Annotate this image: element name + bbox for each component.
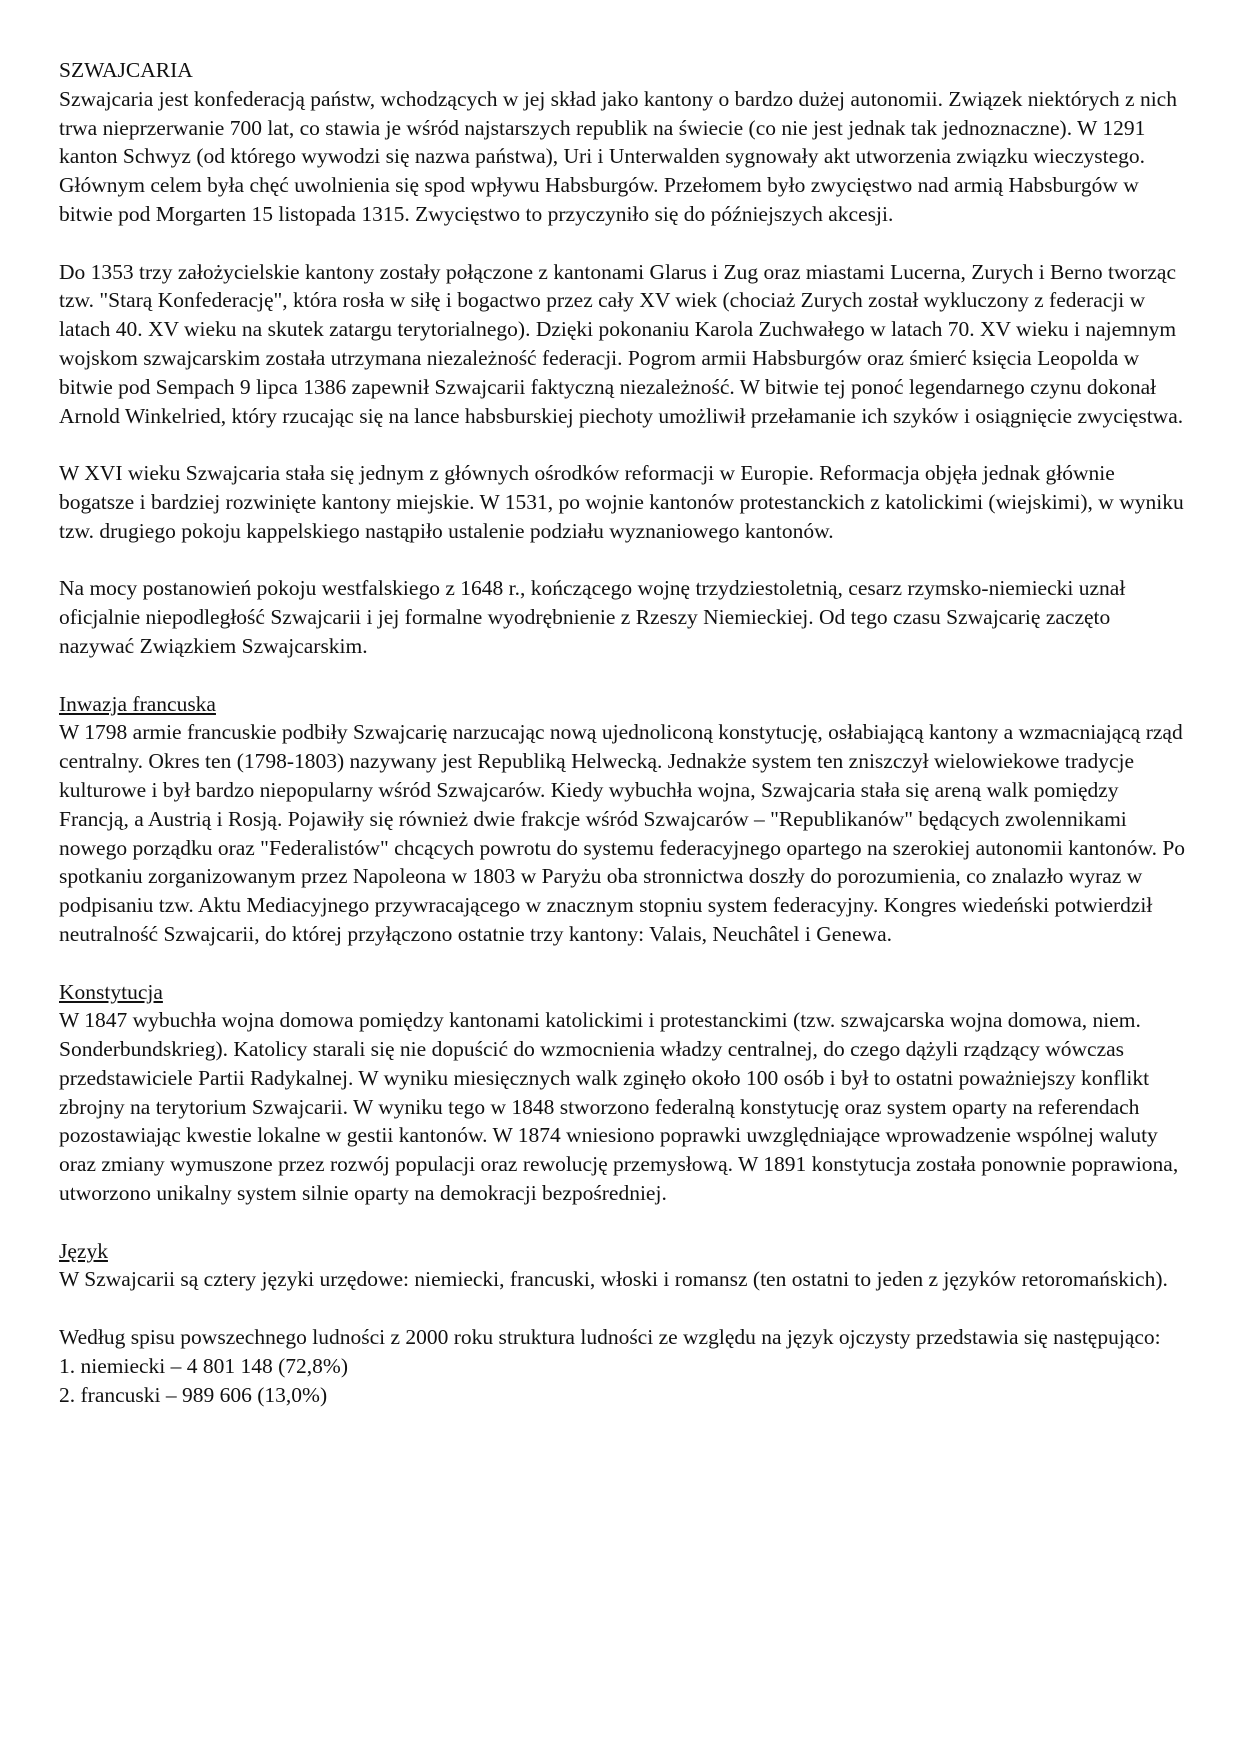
section-french-invasion	[59, 690, 1189, 949]
census-list-item: 2. francuski – 989 606 (13,0%)	[59, 1382, 328, 1407]
paragraph-old-confederation: Do 1353 trzy założycielskie kantony zostały połączone z kantonami Glarus i Zug oraz miastami Lucerna, Zurych i Berno tworząc tzw. "Starą Konfederację", która rosła w siłę i bogactwo przez cały XV wiek (chociaż Zurych został wykluczony z federacji w latach 40. XV wieku na skutek zatargu terytorialnego). Dzięki pokonaniu Karola Zuchwałego w latach 70. XV wieku i najemnym wojskom szwajcarskim została utrzymana niezależność federacji. Pogrom armii Habsburgów oraz śmierć księcia Leopolda w bitwie pod Sempach 9 lipca 1386 zapewnił Szwajcarii faktyczną niezależność. W bitwie tej ponoć legendarnego czynu dokonał Arnold Winkelried, który rzucając się na lance habsburskiej piechoty umożliwił przełamanie ich szyków i osiągnięcie zwycięstwa.	[59, 259, 1184, 428]
section-language	[59, 1237, 1189, 1295]
section-heading: Język	[59, 1238, 108, 1263]
paragraph-westphalia: Na mocy postanowień pokoju westfalskiego z 1648 r., kończącego wojnę trzydziestoletnią, cesarz rzymsko-niemiecki uznał oficjalnie niepodległość Szwajcarii i jej formalne wyodrębnienie z Rzeszy Niemieckiej. Od tego czasu Szwajcarię zaczęto nazywać Związkiem Szwajcarskim.	[59, 576, 1126, 658]
paragraph-intro: Szwajcaria jest konfederacją państw, wchodzących w jej skład jako kantony o bardzo dużej autonomii. Związek niektórych z nich trwa nieprzerwanie 700 lat, co stawia je wśród najstarszych republik na świecie (co nie jest jednak tak jednoznaczne). W 1291 kanton Schwyz (od którego wywodzi się nazwa państwa), Uri i Unterwalden sygnowały akt utworzenia związku wieczystego. Głównym celem była chęć uwolnienia się spod wpływu Habsburgów. Przełomem było zwycięstwo nad armią Habsburgów w bitwie pod Morgarten 15 listopada 1315. Zwycięstwo to przyczyniło się do późniejszych akcesji.	[59, 86, 1177, 226]
section-text: W Szwajcarii są cztery języki urzędowe: niemiecki, francuski, włoski i romansz (ten ostatni to jeden z języków retoromańskich).	[59, 1267, 1168, 1292]
paragraph-reformation: W XVI wieku Szwajcaria stała się jednym z głównych ośrodków reformacji w Europie. Reformacja objęła jednak głównie bogatsze i bardziej rozwinięte kantony miejskie. W 1531, po wojnie kantonów protestanckich z katolickimi (wiejskimi), w wyniku tzw. drugiego pokoju kappelskiego nastąpiło ustalenie podziału wyznaniowego kantonów.	[59, 461, 1184, 543]
document-title: SZWAJCARIA	[59, 58, 193, 82]
section-heading: Inwazja francuska	[59, 691, 216, 716]
document-page	[59, 56, 1189, 1409]
section-text: W 1798 armie francuskie podbiły Szwajcarię narzucając nową ujednoliconą konstytucję, osłabiającą kantony a wzmacniającą rząd centralny. Okres ten (1798-1803) nazywany jest Republiką Helwecką. Jednakże system ten zniszczył wielowiekowe tradycje kulturowe i był bardzo niepopularny wśród Szwajcarów. Kiedy wybuchła wojna, Szwajcaria stała się areną walk pomiędzy Francją, a Austrią i Rosją. Pojawiły się również dwie frakcje wśród Szwajcarów – "Republikanów" będących zwolennikami nowego porządku oraz "Federalistów" chcących powrotu do systemu federacyjnego opartego na szerokiej autonomii kantonów. Po spotkaniu zorganizowanym przez Napoleona w 1803 w Paryżu oba stronnictwa doszły do porozumienia, co znalazło wyraz w podpisaniu tzw. Aktu Mediacyjnego przywracającego w znacznym stopniu system federacyjny. Kongres wiedeński potwierdził neutralność Szwajcarii, do której przyłączono ostatnie trzy kantony: Valais, Neuchâtel i Genewa.	[59, 720, 1186, 946]
section-heading: Konstytucja	[59, 979, 163, 1004]
section-text: W 1847 wybuchła wojna domowa pomiędzy kantonami katolickimi i protestanckimi (tzw. szwajcarska wojna domowa, niem. Sonderbundskrieg). Katolicy starali się nie dopuścić do wzmocnienia władzy centralnej, do czego dążyli rządzący wówczas przedstawiciele Partii Radykalnej. W wyniku miesięcznych walk zginęło około 100 osób i był to ostatni poważniejszy konflikt zbrojny na terytorium Szwajcarii. W wyniku tego w 1848 stworzono federalną konstytucję oraz system oparty na referendach pozostawiając kwestie lokalne w gestii kantonów. W 1874 wniesiono poprawki uwzględniające wprowadzenie wspólnej waluty oraz zmiany wymuszone przez rozwój populacji oraz rewolucję przemysłową. W 1891 konstytucja została ponownie poprawiona, utworzono unikalny system silnie oparty na demokracji bezpośredniej.	[59, 1008, 1179, 1206]
census-list-item: 1. niemiecki – 4 801 148 (72,8%)	[59, 1353, 349, 1378]
census-intro: Według spisu powszechnego ludności z 2000 roku struktura ludności ze względu na język ojczysty przedstawia się następująco:	[59, 1325, 1161, 1350]
section-constitution	[59, 978, 1189, 1208]
